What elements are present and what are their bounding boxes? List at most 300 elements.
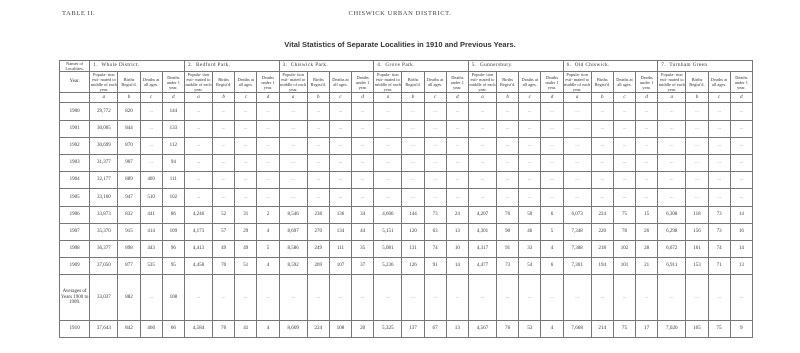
data-cell: ... (541, 154, 563, 171)
data-cell: ... (730, 103, 752, 120)
data-cell: 73 (424, 206, 446, 223)
data-cell: ... (213, 103, 235, 120)
data-cell: ... (213, 137, 235, 154)
data-cell: ... (658, 189, 686, 206)
section-name: Old Chiswick. (574, 62, 610, 69)
year-label: Year. (60, 72, 90, 93)
data-cell: ... (541, 137, 563, 154)
section-heading (658, 61, 753, 72)
data-cell: ... (140, 103, 162, 120)
column-subheading: Popula- tion esti- mated to middle of each year. (564, 72, 591, 93)
data-cell: ... (613, 137, 635, 154)
data-cell: ... (708, 172, 730, 189)
data-cell: 28 (636, 241, 658, 258)
data-cell: 441 (140, 206, 162, 223)
column-letter: d (257, 93, 279, 103)
data-cell: ... (686, 275, 708, 320)
data-cell: 52 (213, 206, 235, 223)
data-cell: 842 (118, 320, 140, 337)
data-cell: ... (563, 275, 591, 320)
data-cell: ... (424, 120, 446, 137)
data-cell: ... (446, 275, 468, 320)
column-subheading: Deaths under 1 year. (257, 72, 279, 93)
data-cell: 898 (118, 241, 140, 258)
data-cell: 7,361 (563, 258, 591, 275)
column-subheading: Deaths under 1 year. (352, 72, 374, 93)
data-cell: ... (563, 172, 591, 189)
data-cell: ... (446, 137, 468, 154)
data-cell: ... (329, 137, 351, 154)
section-heading (184, 61, 279, 72)
data-cell: 443 (140, 241, 162, 258)
column-letter: a (374, 93, 402, 103)
data-cell: 73 (708, 223, 730, 240)
data-cell: ... (329, 154, 351, 171)
data-cell: ... (497, 137, 519, 154)
table-row (60, 258, 753, 275)
data-cell: 95 (162, 258, 184, 275)
data-cell: 32,177 (90, 172, 118, 189)
data-cell: ... (497, 172, 519, 189)
data-cell: 74 (708, 241, 730, 258)
column-letter: c (613, 93, 635, 103)
data-cell: 269 (307, 258, 329, 275)
column-subheading: Deaths under 1 year. (541, 72, 563, 93)
data-cell: 108 (329, 320, 351, 337)
data-cell: 66 (162, 320, 184, 337)
year-cell: 1901 (60, 120, 90, 137)
column-letter: c (329, 93, 351, 103)
data-cell: ... (402, 172, 424, 189)
data-cell: ... (730, 154, 752, 171)
data-cell: ... (235, 120, 257, 137)
data-cell: 14 (446, 258, 468, 275)
column-letter: b (591, 93, 613, 103)
data-cell: ... (235, 154, 257, 171)
data-cell: 6,073 (563, 206, 591, 223)
data-cell: 73 (708, 206, 730, 223)
data-cell: 90 (497, 223, 519, 240)
data-cell: ... (402, 103, 424, 120)
data-cell: 4,317 (468, 241, 496, 258)
data-cell: 15 (636, 206, 658, 223)
data-cell: 74 (424, 241, 446, 258)
data-cell: 535 (140, 258, 162, 275)
data-cell: ... (636, 172, 658, 189)
data-cell: ... (374, 120, 402, 137)
column-subheading: Deaths under 1 year. (446, 72, 468, 93)
page-title: Vital Statistics of Separate Localities in 1910 and Previous Years. (284, 40, 516, 49)
column-letter: a (468, 93, 496, 103)
data-cell: ... (636, 189, 658, 206)
column-letter: c (140, 93, 162, 103)
data-cell: ... (329, 275, 351, 320)
total-row (60, 320, 753, 337)
section-number: 7. (661, 62, 666, 69)
data-cell: ... (307, 137, 329, 154)
year-cell: 1909 (60, 258, 90, 275)
data-cell: ... (257, 103, 279, 120)
column-letter: d (636, 93, 658, 103)
column-letter: b (213, 93, 235, 103)
table-row (60, 120, 753, 137)
data-cell: ... (658, 154, 686, 171)
data-cell: ... (613, 172, 635, 189)
data-cell: 30,699 (90, 137, 118, 154)
data-cell: ... (730, 120, 752, 137)
data-cell: 214 (591, 320, 613, 337)
data-cell: 8,586 (279, 241, 307, 258)
data-cell: 7,308 (563, 241, 591, 258)
data-cell: ... (730, 189, 752, 206)
data-cell: ... (307, 120, 329, 137)
data-cell: 7,668 (563, 320, 591, 337)
data-cell: ... (636, 137, 658, 154)
data-cell: 4 (257, 320, 279, 337)
data-cell: 6 (541, 206, 563, 223)
data-cell: 194 (591, 258, 613, 275)
data-cell: 144 (402, 206, 424, 223)
data-cell: 4,458 (184, 258, 212, 275)
data-cell: ... (468, 120, 496, 137)
data-cell: 136 (329, 206, 351, 223)
data-cell: ... (708, 275, 730, 320)
data-cell: ... (402, 189, 424, 206)
column-subheading: Deaths under 1 year. (162, 72, 184, 93)
column-subheading: Popula- tion esti- mated to middle of each year. (658, 72, 685, 93)
data-cell: ... (563, 103, 591, 120)
data-cell: 133 (162, 120, 184, 137)
data-cell: ... (446, 172, 468, 189)
data-cell: 16 (730, 223, 752, 240)
data-cell: 112 (162, 137, 184, 154)
data-cell: ... (352, 137, 374, 154)
data-cell: ... (329, 189, 351, 206)
column-letter: c (424, 93, 446, 103)
data-cell: ... (374, 189, 402, 206)
data-cell: ... (519, 103, 541, 120)
data-cell: ... (307, 103, 329, 120)
data-cell: 220 (591, 223, 613, 240)
data-cell: ... (497, 275, 519, 320)
column-letter: c (708, 93, 730, 103)
data-cell: ... (329, 103, 351, 120)
column-subheading: Deaths at all ages. (424, 72, 446, 93)
section-heading (279, 61, 374, 72)
data-cell: ... (613, 103, 635, 120)
data-cell: 29,772 (90, 103, 118, 120)
data-cell: 63 (424, 223, 446, 240)
data-cell: 915 (118, 223, 140, 240)
data-cell: ... (279, 154, 307, 171)
data-cell: 460 (140, 320, 162, 337)
data-cell: ... (402, 154, 424, 171)
data-cell: ... (497, 189, 519, 206)
data-cell: ... (591, 172, 613, 189)
data-cell: ... (708, 154, 730, 171)
data-cell: 6 (541, 258, 563, 275)
data-cell: 13 (446, 320, 468, 337)
section-heading (468, 61, 563, 72)
data-cell: ... (497, 120, 519, 137)
data-cell: 6,911 (658, 258, 686, 275)
data-cell: 101 (613, 258, 635, 275)
data-cell: ... (636, 103, 658, 120)
data-cell: ... (708, 137, 730, 154)
data-cell: 4,477 (468, 258, 496, 275)
data-cell: 13 (730, 258, 752, 275)
data-cell: ... (446, 103, 468, 120)
data-cell: ... (658, 275, 686, 320)
data-cell: ... (686, 103, 708, 120)
data-cell: ... (184, 120, 212, 137)
data-cell: 57 (213, 223, 235, 240)
column-letter: a (90, 93, 118, 103)
table-row (60, 172, 753, 189)
data-cell: ... (519, 120, 541, 137)
data-cell: 134 (329, 223, 351, 240)
column-subheading: Births Regist'd. (118, 72, 140, 93)
column-letter: a (184, 93, 212, 103)
data-cell: ... (658, 137, 686, 154)
column-letter: b (497, 93, 519, 103)
data-cell: 5,325 (374, 320, 402, 337)
data-cell: ... (279, 103, 307, 120)
corner-label: Names of Localities. (60, 61, 90, 72)
column-subheading: Deaths at all ages. (613, 72, 635, 93)
column-subheading: Deaths at all ages. (519, 72, 541, 93)
data-cell: 5,236 (374, 258, 402, 275)
data-cell: 8,609 (279, 320, 307, 337)
data-cell: ... (213, 172, 235, 189)
data-cell: ... (468, 189, 496, 206)
data-cell: 144 (162, 103, 184, 120)
data-cell: 33 (519, 241, 541, 258)
column-subheading: Births Regist'd. (402, 72, 424, 93)
data-cell: ... (352, 172, 374, 189)
data-cell: 86 (162, 206, 184, 223)
table-number: TABLE II. (62, 10, 96, 17)
data-cell: ... (563, 120, 591, 137)
letter-spacer (60, 93, 90, 103)
data-cell: ... (140, 154, 162, 171)
data-cell: ... (541, 172, 563, 189)
data-cell: ... (402, 120, 424, 137)
data-cell: ... (563, 137, 591, 154)
data-cell: ... (140, 120, 162, 137)
data-cell: ... (424, 103, 446, 120)
section-heading (563, 61, 658, 72)
data-cell: 5,081 (374, 241, 402, 258)
data-cell: ... (235, 275, 257, 320)
data-cell: ... (374, 154, 402, 171)
data-cell: ... (374, 137, 402, 154)
year-cell: 1906 (60, 206, 90, 223)
data-cell: 844 (118, 120, 140, 137)
data-cell: ... (235, 137, 257, 154)
data-cell: ... (352, 103, 374, 120)
data-cell: 161 (686, 241, 708, 258)
data-cell: 107 (329, 258, 351, 275)
table-row (60, 154, 753, 171)
data-cell: ... (591, 137, 613, 154)
data-cell: 26 (636, 223, 658, 240)
table-row (60, 189, 753, 206)
data-cell: ... (184, 103, 212, 120)
data-cell: ... (446, 189, 468, 206)
data-cell: ... (374, 172, 402, 189)
data-cell: 4,173 (184, 223, 212, 240)
data-cell: 91 (424, 258, 446, 275)
data-cell: 37 (352, 258, 374, 275)
section-heading (374, 61, 469, 72)
data-cell: ... (279, 275, 307, 320)
data-cell: ... (424, 154, 446, 171)
data-cell: 4 (541, 320, 563, 337)
data-cell: 270 (307, 223, 329, 240)
data-cell: ... (279, 120, 307, 137)
data-cell: ... (307, 189, 329, 206)
data-cell: ... (591, 275, 613, 320)
data-cell: 67 (424, 320, 446, 337)
data-cell: ... (636, 154, 658, 171)
column-subheading: Births Regist'd. (213, 72, 235, 93)
subheader-row (60, 72, 753, 93)
data-cell: 33,037 (90, 275, 118, 320)
data-cell: 108 (162, 275, 184, 320)
section-number: 1. (93, 62, 98, 69)
data-cell: 131 (402, 241, 424, 258)
column-letter: d (352, 93, 374, 103)
data-cell: 31 (235, 206, 257, 223)
data-cell: 6,298 (658, 223, 686, 240)
data-cell: 31,377 (90, 154, 118, 171)
data-cell: ... (468, 137, 496, 154)
data-cell: ... (468, 275, 496, 320)
column-letter: b (307, 93, 329, 103)
data-cell: ... (613, 154, 635, 171)
data-cell: ... (374, 103, 402, 120)
column-letter: a (279, 93, 307, 103)
data-cell: 76 (497, 206, 519, 223)
column-letter: d (730, 93, 752, 103)
data-cell: 102 (613, 241, 635, 258)
section-name: Turnham Green. (669, 62, 710, 69)
data-cell: 111 (162, 172, 184, 189)
year-cell: 1908 (60, 241, 90, 258)
data-cell: 218 (591, 241, 613, 258)
data-cell: 224 (307, 320, 329, 337)
data-cell: 14 (730, 206, 752, 223)
data-cell: 76 (497, 320, 519, 337)
data-cell: 947 (118, 189, 140, 206)
data-cell: 41 (235, 320, 257, 337)
data-cell: ... (235, 189, 257, 206)
data-cell: 5 (257, 241, 279, 258)
data-cell: ... (279, 172, 307, 189)
column-subheading: Births Regist'd. (307, 72, 329, 93)
data-cell: 30,005 (90, 120, 118, 137)
data-cell: 889 (118, 172, 140, 189)
data-cell: ... (424, 189, 446, 206)
table-row (60, 103, 753, 120)
section-name: Gunnersbury. (480, 62, 513, 69)
data-cell: ... (519, 137, 541, 154)
data-cell: 49 (235, 241, 257, 258)
data-cell: ... (213, 189, 235, 206)
data-cell: ... (686, 189, 708, 206)
data-cell: ... (307, 172, 329, 189)
data-cell: ... (140, 275, 162, 320)
data-cell: 75 (613, 206, 635, 223)
column-subheading: Popula- tion esti- mated to middle of each year. (280, 72, 307, 93)
data-cell: ... (446, 120, 468, 137)
data-cell: ... (686, 120, 708, 137)
data-cell: ... (497, 103, 519, 120)
data-cell: 96 (162, 241, 184, 258)
data-cell: 37,643 (90, 320, 118, 337)
section-name: Bedford Park. (196, 62, 231, 69)
data-cell: ... (424, 172, 446, 189)
column-subheading: Deaths at all ages. (708, 72, 730, 93)
data-cell: ... (468, 103, 496, 120)
data-cell: ... (257, 137, 279, 154)
column-letter: c (519, 93, 541, 103)
data-cell: ... (329, 172, 351, 189)
table-row (60, 137, 753, 154)
data-cell: 4,606 (374, 206, 402, 223)
data-cell: 165 (686, 320, 708, 337)
data-cell: 70 (213, 258, 235, 275)
data-cell: 6,672 (658, 241, 686, 258)
column-letter: b (118, 93, 140, 103)
data-cell: ... (591, 154, 613, 171)
data-cell: ... (730, 137, 752, 154)
data-cell: 510 (140, 189, 162, 206)
column-subheading: Deaths under 1 year. (636, 72, 658, 93)
data-cell: 4,207 (468, 206, 496, 223)
data-cell: ... (613, 275, 635, 320)
data-cell: ... (184, 172, 212, 189)
data-cell: 24 (446, 206, 468, 223)
data-cell: 8,592 (279, 258, 307, 275)
data-cell: 4,413 (184, 241, 212, 258)
data-cell: 4,567 (468, 320, 496, 337)
data-cell: ... (184, 137, 212, 154)
data-cell: 78 (613, 223, 635, 240)
column-letter: a (658, 93, 686, 103)
data-cell: ... (613, 189, 635, 206)
data-cell: 71 (708, 258, 730, 275)
data-cell: ... (519, 189, 541, 206)
data-cell: 2 (257, 206, 279, 223)
data-cell: 91 (497, 241, 519, 258)
column-subheading: Popula- tion esti- mated to middle of each year. (90, 72, 117, 93)
data-cell: ... (541, 120, 563, 137)
data-cell: ... (257, 154, 279, 171)
data-cell: ... (352, 154, 374, 171)
data-cell: ... (686, 172, 708, 189)
data-cell: 53 (519, 320, 541, 337)
data-cell: ... (352, 189, 374, 206)
table-row (60, 241, 753, 258)
data-cell: 238 (307, 206, 329, 223)
section-name: Chiswick Park. (290, 62, 329, 69)
data-cell: ... (519, 172, 541, 189)
data-cell: 7,020 (658, 320, 686, 337)
data-cell: 111 (329, 241, 351, 258)
data-cell: ... (708, 120, 730, 137)
